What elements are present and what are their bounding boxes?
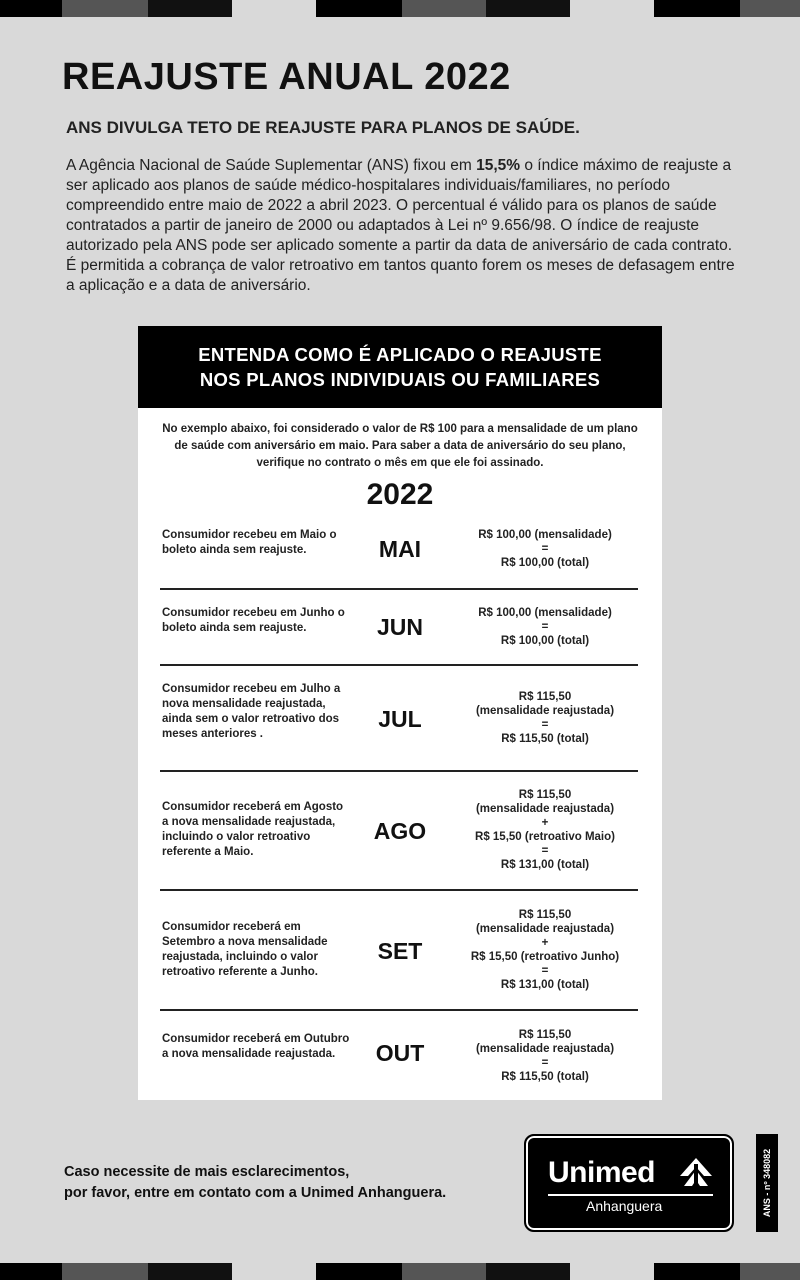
row-calculation: R$ 115,50 (mensalidade reajustada) + R$ 15,50 (retroativo Junho) = R$ 131,00 (total) <box>470 909 620 991</box>
row-divider <box>160 1009 638 1011</box>
intro-text-start: A Agência Nacional de Saúde Suplementar (ANS) fixou em <box>66 157 477 174</box>
ans-code: ANS - nº 348082 <box>762 1148 772 1218</box>
row-description: Consumidor recebeu em Junho o boleto ainda sem reajuste. <box>162 607 345 634</box>
row-month: MAI <box>378 536 422 562</box>
row-divider <box>160 664 638 666</box>
contact-line1: Caso necessite de mais esclarecimentos, <box>64 1164 350 1180</box>
row-description: Consumidor receberá em Outubro a nova mensalidade reajustada. <box>162 1033 350 1060</box>
logo-divider <box>548 1194 713 1196</box>
month-row <box>138 602 662 664</box>
row-description: Consumidor recebeu em Julho a nova mensalidade reajustada, ainda sem o valor retroativo dos meses anteriores . <box>162 683 341 740</box>
row-description: Consumidor receberá em Setembro a nova mensalidade reajustada, incluindo o valor retroativo referente a Junho. <box>162 921 328 978</box>
intro-paragraph <box>66 156 738 296</box>
row-calculation: R$ 115,50 (mensalidade reajustada) = R$ 115,50 (total) <box>475 1029 615 1083</box>
page-subtitle: ANS DIVULGA TETO DE REAJUSTE PARA PLANOS DE SAÚDE. <box>66 118 580 137</box>
year-label: 2022 <box>366 478 434 511</box>
card-heading <box>138 326 662 408</box>
unimed-tree-icon <box>678 1156 714 1190</box>
row-calculation: R$ 100,00 (mensalidade) = R$ 100,00 (total) <box>478 607 612 647</box>
ans-registration <box>756 1134 778 1232</box>
card-heading-line1: ENTENDA COMO É APLICADO O REAJUSTE <box>198 344 602 365</box>
month-row <box>138 906 662 1008</box>
top-stripe <box>0 0 800 17</box>
row-calculation: R$ 100,00 (mensalidade) = R$ 100,00 (total) <box>478 529 612 569</box>
row-month: SET <box>377 938 423 964</box>
row-divider <box>160 889 638 891</box>
row-description: Consumidor receberá em Agosto a nova mensalidade reajustada, incluindo o valor retroativo referente a Maio. <box>162 801 344 858</box>
row-month: JUL <box>378 706 422 732</box>
month-row <box>138 1026 662 1090</box>
contact-line2: por favor, entre em contato com a Unimed Anhanguera. <box>64 1185 447 1201</box>
unimed-logo <box>524 1134 734 1232</box>
logo-subtitle: Anhanguera <box>586 1198 663 1214</box>
row-calculation: R$ 115,50 (mensalidade reajustada) + R$ 15,50 (retroativo Maio) = R$ 131,00 (total) <box>475 789 615 871</box>
row-month: OUT <box>375 1040 425 1066</box>
logo-brand: Unimed <box>548 1156 656 1189</box>
page-title: REAJUSTE ANUAL 2022 <box>62 56 511 98</box>
card-heading-line2: NOS PLANOS INDIVIDUAIS OU FAMILIARES <box>199 369 601 390</box>
bottom-stripe <box>0 1263 800 1280</box>
card-note: No exemplo abaixo, foi considerado o valor de R$ 100 para a mensalidade de um plano de saúde com aniversário em maio. Para saber a data de aniversário do seu plano, verifique no contrato o mês em que ele foi assinado. <box>162 423 638 469</box>
row-calculation: R$ 115,50 (mensalidade reajustada) = R$ 115,50 (total) <box>475 691 615 745</box>
row-divider <box>160 770 638 772</box>
intro-text-end: o índice máximo de reajuste a ser aplicado aos planos de saúde médico-hospitalares individuais/familiares, no período compreendido entre maio de 2022 a abril 2023. O percentual é válido para os planos de saúde contratados a partir de janeiro de 2000 ou adaptados à Lei nº 9.656/98. O índice de reajuste autorizado pela ANS pode ser aplicado somente a partir da data de aniversário de cada contrato. É permitida a cobrança de valor retroativo em tantos quanto forem os meses de defasagem entre a aplicação e a data de aniversário. <box>66 157 735 294</box>
intro-highlight: 15,5% <box>476 157 521 174</box>
contact-text <box>64 1162 446 1204</box>
month-row <box>138 680 662 770</box>
explanation-card <box>138 326 662 1100</box>
month-row <box>138 786 662 888</box>
row-month: AGO <box>373 818 427 844</box>
row-description: Consumidor recebeu em Maio o boleto ainda sem reajuste. <box>162 529 337 556</box>
row-divider <box>160 588 638 590</box>
month-row <box>138 524 662 586</box>
row-month: JUN <box>376 614 423 640</box>
